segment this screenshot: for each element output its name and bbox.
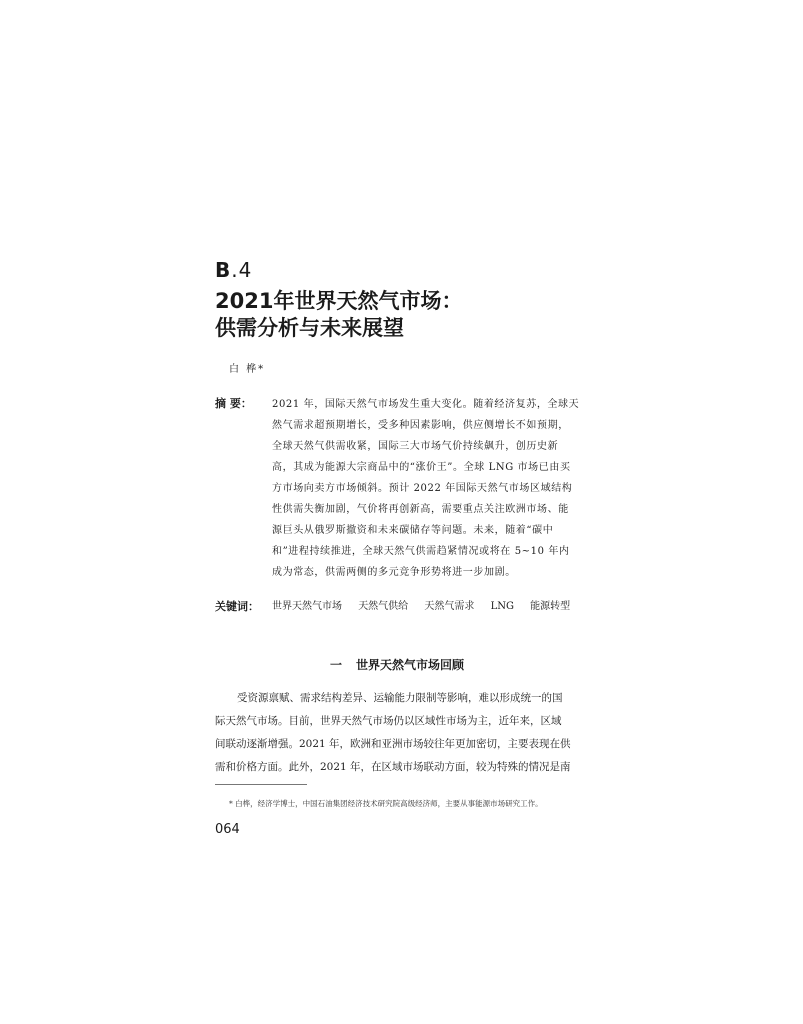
abstract-label: 摘 要： [215,397,252,410]
body-line: 际天然气市场。目前，世界天然气市场仍以区域性市场为主，近年来，区域 [215,715,562,727]
abstract-line: 和”进程持续推进，全球天然气供需趋紧情况或将在 5~10 年内 [272,546,570,557]
abstract-line: 然气需求超预期增长，受多种因素影响，供应侧增长不如预期， [272,420,569,431]
keywords-list [272,597,583,612]
chapter-title-line-1: 2021年世界天然气市场： [215,289,463,313]
keyword: 天然气供给 [358,601,409,612]
keyword: 能源转型 [530,601,571,612]
footnote-divider [215,784,307,785]
author: 白 桦* [229,364,266,375]
abstract-line: 成为常态，供需两侧的多元竞争形势将进一步加剧。 [272,567,516,578]
abstract-text [272,394,588,583]
body-text [215,687,588,779]
keyword: 天然气需求 [424,601,475,612]
section-heading [330,656,464,673]
keyword: LNG [490,601,514,612]
body-line: 受资源禀赋、需求结构差异、运输能力限制等影响，难以形成统一的国 [237,692,563,704]
section-title: 世界天然气市场回顾 [356,658,465,672]
chapter-title [215,288,462,342]
abstract-line: 全球天然气供需收紧，国际三大市场气价持续飙升，创历史新 [272,441,559,452]
page-number: 064 [215,822,240,837]
chapter-number: .4 [231,258,253,282]
chapter-label [215,258,252,282]
keyword: 世界天然气市场 [272,601,342,612]
chapter-title-line-2: 供需分析与未来展望 [215,316,404,340]
abstract-line: 方市场向卖方市场倾斜。预计 2022 年国际天然气市场区域结构 [272,483,573,494]
body-line: 需和价格方面。此外，2021 年，在区域市场联动方面，较为特殊的情况是南 [215,761,571,773]
abstract-line: 源巨头从俄罗斯撤资和未来碳储存等问题。未来，随着“碳中 [272,525,554,536]
abstract-line: 2021 年，国际天然气市场发生重大变化。随着经济复苏，全球天 [272,399,580,410]
body-line: 间联动逐渐增强。2021 年，欧洲和亚洲市场较往年更加密切，主要表现在供 [215,738,571,750]
footnote: * 白桦，经济学博士，中国石油集团经济技术研究院高级经济师，主要从事能源市场研究工作。 [229,799,543,808]
abstract-line: 高，其成为能源大宗商品中的“涨价王”。全球 LNG 市场已由买 [272,462,571,473]
chapter-letter: B [215,258,232,282]
keywords-label: 关键词： [215,600,259,613]
section-number: 一 [330,658,343,672]
abstract-line: 性供需失衡加剧，气价将再创新高，需要重点关注欧洲市场、能 [272,504,569,515]
